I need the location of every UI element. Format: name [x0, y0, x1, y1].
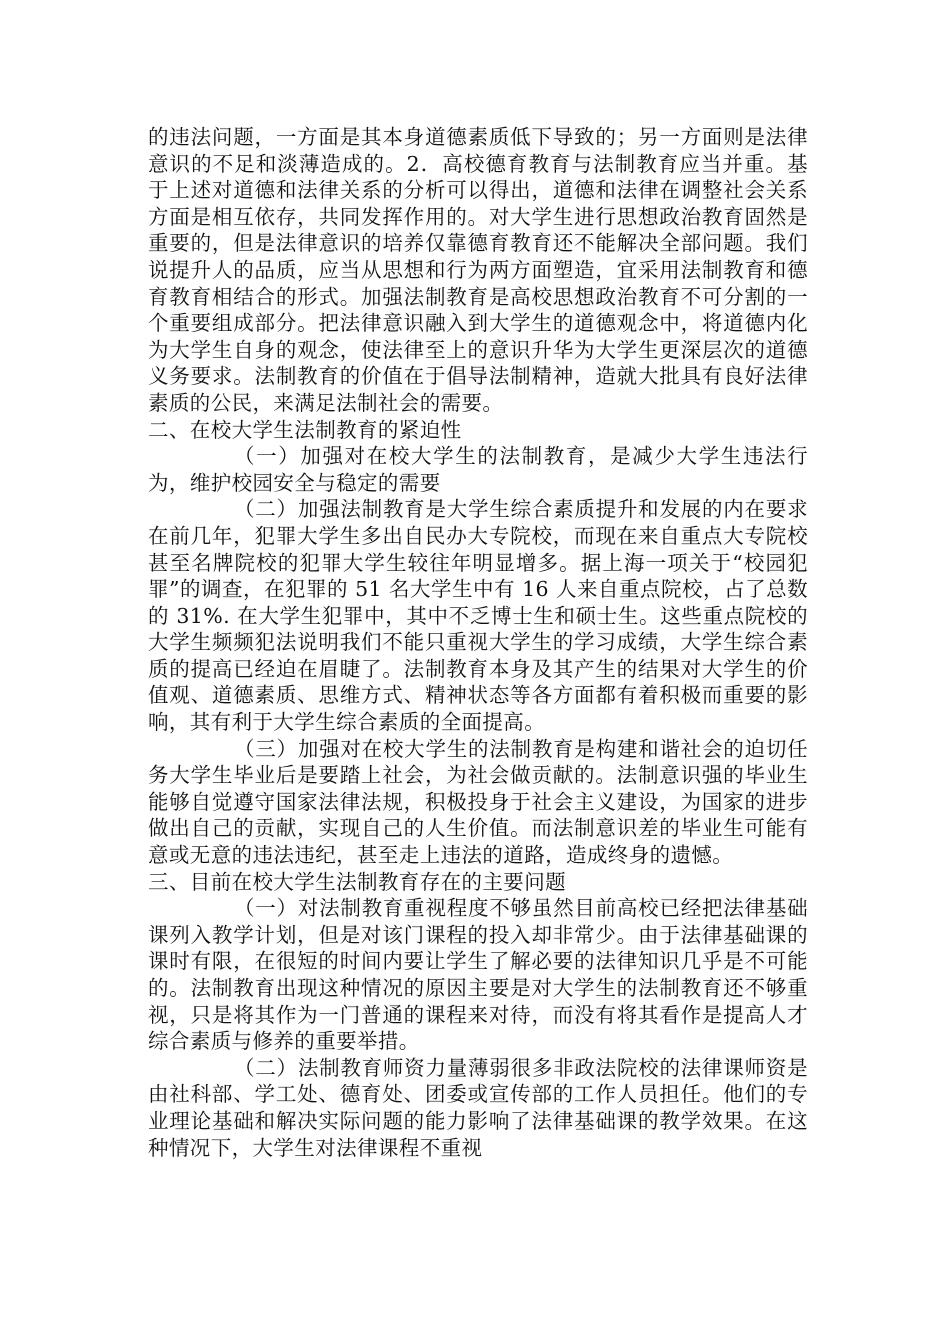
subsection-paragraph: （一）对法制教育重视程度不够虽然目前高校已经把法律基础课列入教学计划，但是对该门课程的投入却非常少。由于法律基础课的课时有限，在很短的时间内要让学生了解必要的法律知识几乎是不可能的。法制教育出现这种情况的原因主要是对大学生的法制教育还不够重视，只是将其作为一门普通的课程来对待，而没有将其看作是提高人才综合素质与修养的重要举措。	[148, 896, 808, 1054]
section-heading: 三、目前在校大学生法制教育存在的主要问题	[148, 869, 566, 894]
section-heading: 二、在校大学生法制教育的紧迫性	[148, 417, 462, 442]
subsection-paragraph: （三）加强对在校大学生的法制教育是构建和谐社会的迫切任务大学生毕业后是要踏上社会，为社会做贡献的。法制意识强的毕业生能够自觉遵守国家法律法规，积极投身于社会主义建设，为国家的进步做出自己的贡献，实现自己的人生价值。而法制意识差的毕业生可能有意或无意的违法违纪，甚至走上违法的道路，造成终身的遗憾。	[148, 736, 808, 868]
subsection-paragraph: （二）法制教育师资力量薄弱很多非政法院校的法律课师资是由社科部、学工处、德育处、团委或宣传部的工作人员担任。他们的专业理论基础和解决实际问题的能力影响了法律基础课的教学效果。在这种情况下，大学生对法律课程不重视	[148, 1055, 808, 1160]
document-page	[148, 124, 808, 1161]
body-paragraph: 的违法问题，一方面是其本身道德素质低下导致的；另一方面则是法律意识的不足和淡薄造成的。2．高校德育教育与法制教育应当并重。基于上述对道德和法律关系的分析可以得出，道德和法律在调整社会关系方面是相互依存，共同发挥作用的。对大学生进行思想政治教育固然是重要的，但是法律意识的培养仅靠德育教育还不能解决全部问题。我们说提升人的品质，应当从思想和行为两方面塑造，宜采用法制教育和德育教育相结合的形式。加强法制教育是高校思想政治教育不可分割的一个重要组成部分。把法律意识融入到大学生的道德观念中，将道德内化为大学生自身的观念，使法律至上的意识升华为大学生更深层次的道德义务要求。法制教育的价值在于倡导法制精神，造就大批具有良好法律素质的公民，来满足法制社会的需要。	[148, 125, 808, 415]
subsection-paragraph: （二）加强法制教育是大学生综合素质提升和发展的内在要求在前几年，犯罪大学生多出自民办大专院校，而现在来自重点大专院校甚至名牌院校的犯罪大学生较往年明显增多。据上海一项关于“校园犯罪”的调查，在犯罪的 51 名大学生中有 16 人来自重点院校，占了总数的 31%. 在大学生犯罪中，其中不乏博士生和硕士生。这些重点院校的大学生频频犯法说明我们不能只重视大学生的学习成绩，大学生综合素质的提高已经迫在眉睫了。法制教育本身及其产生的结果对大学生的价值观、道德素质、思维方式、精神状态等各方面都有着积极而重要的影响，其有利于大学生综合素质的全面提高。	[148, 497, 808, 735]
subsection-paragraph: （一）加强对在校大学生的法制教育，是减少大学生违法行为，维护校园安全与稳定的需要	[148, 444, 808, 495]
